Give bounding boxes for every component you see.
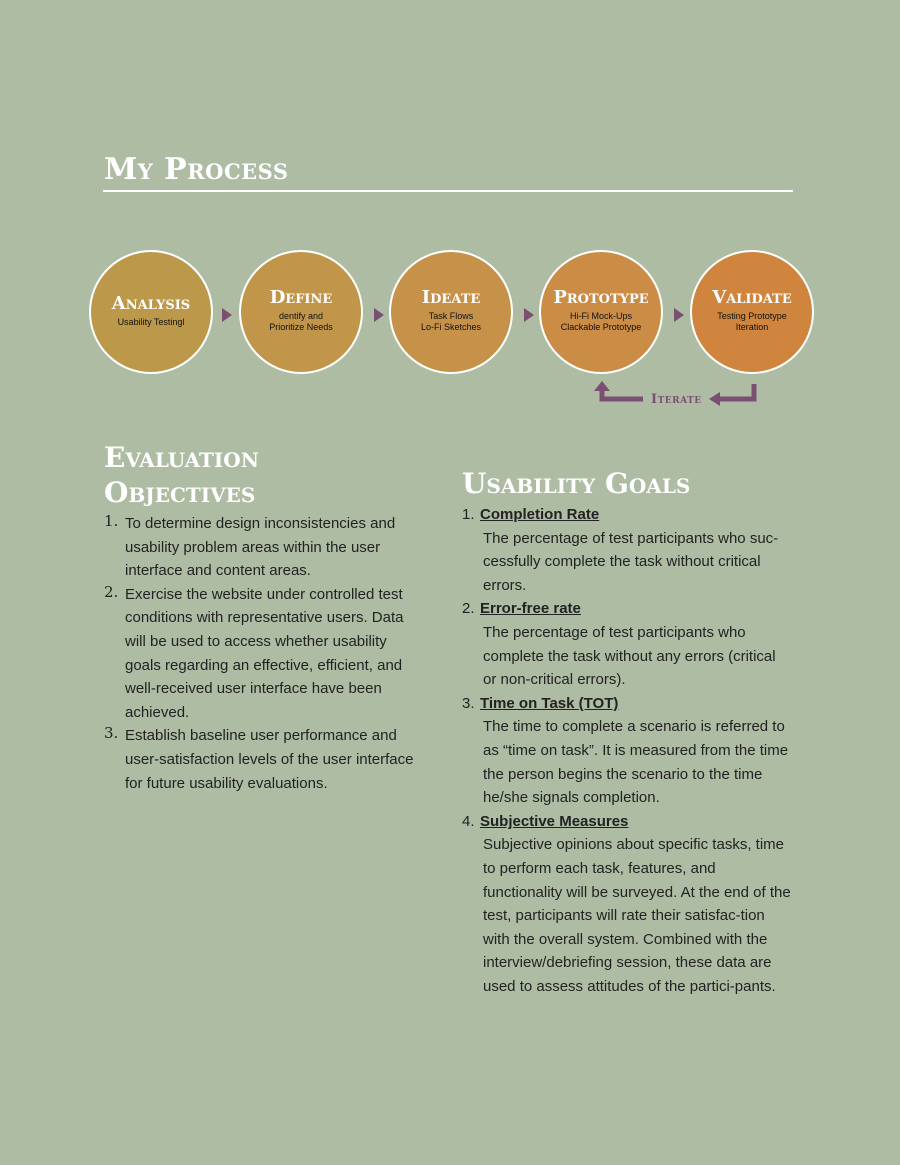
list-item: 4. Subjective Measures Subjective opinions about specific tasks, time to perform each task, features, and functionality will be surveyed. At the end of the test, participants will rate their satisfac-tion with the overall system. Combined with the interview/debriefing session, these data are used to assess attitudes of the partici-pants. bbox=[462, 812, 791, 995]
iterate-label: Iterate bbox=[651, 392, 702, 407]
step-description: Task Flows Lo-Fi Sketches bbox=[420, 311, 482, 332]
step-description: dentify and Prioritize Needs bbox=[269, 311, 333, 332]
step-description: Testing Prototype Iteration bbox=[717, 311, 787, 332]
step-validate bbox=[690, 250, 814, 374]
arrow-right-icon bbox=[374, 308, 384, 322]
step-prototype bbox=[539, 250, 663, 374]
step-ideate bbox=[389, 250, 513, 374]
step-name: Ideate bbox=[421, 287, 481, 308]
step-name: Analysis bbox=[111, 292, 191, 314]
goal-heading: Time on Task (TOT) bbox=[480, 694, 619, 712]
list-item: 1. To determine design inconsistencies and usability problem areas within the user interface and content areas. bbox=[104, 512, 396, 580]
list-item: 3. Establish baseline user performance and user-satisfaction levels of the user interface for future usability evaluations. bbox=[104, 724, 414, 792]
step-name: Define bbox=[269, 287, 333, 308]
list-item: 2. Error-free rate The percentage of test participants who complete the task without any errors (critical or non-critical errors). bbox=[462, 600, 776, 689]
evaluation-objectives-heading: Evaluation Objectives bbox=[104, 441, 259, 509]
list-item: 1. Completion Rate The percentage of test participants who suc-cessfully complete the task without critical errors. bbox=[462, 506, 779, 594]
arrow-right-icon bbox=[524, 308, 534, 322]
goal-heading: Subjective Measures bbox=[480, 812, 629, 830]
usability-goals-heading: Usability Goals bbox=[462, 467, 691, 500]
list-item: 3. Time on Task (TOT) The time to complete a scenario is referred to as “time on task”. It is measured from the time the person begins the scenario to the time he/she signals completion. bbox=[462, 694, 789, 807]
list-item: 2. Exercise the website under controlled test conditions with representative users. Data will be used to access whether usability goals regarding an effective, efficient, and well-received user interface have been achieved. bbox=[104, 582, 404, 721]
usability-goals-list bbox=[462, 503, 797, 998]
arrow-right-icon bbox=[222, 308, 232, 322]
arrow-right-icon bbox=[674, 308, 684, 322]
evaluation-objectives-list bbox=[104, 512, 434, 795]
goal-heading: Error-free rate bbox=[480, 600, 581, 618]
title-divider bbox=[103, 190, 793, 192]
goal-heading: Completion Rate bbox=[480, 506, 600, 523]
step-name: Validate bbox=[712, 287, 792, 308]
step-description: Usability Testingl bbox=[117, 316, 185, 327]
step-description: Hi-Fi Mock-Ups Clackable Prototype bbox=[560, 311, 642, 332]
step-analysis bbox=[89, 250, 213, 374]
process-title: My Process bbox=[104, 152, 289, 187]
step-name: Prototype bbox=[553, 287, 649, 308]
step-define bbox=[239, 250, 363, 374]
